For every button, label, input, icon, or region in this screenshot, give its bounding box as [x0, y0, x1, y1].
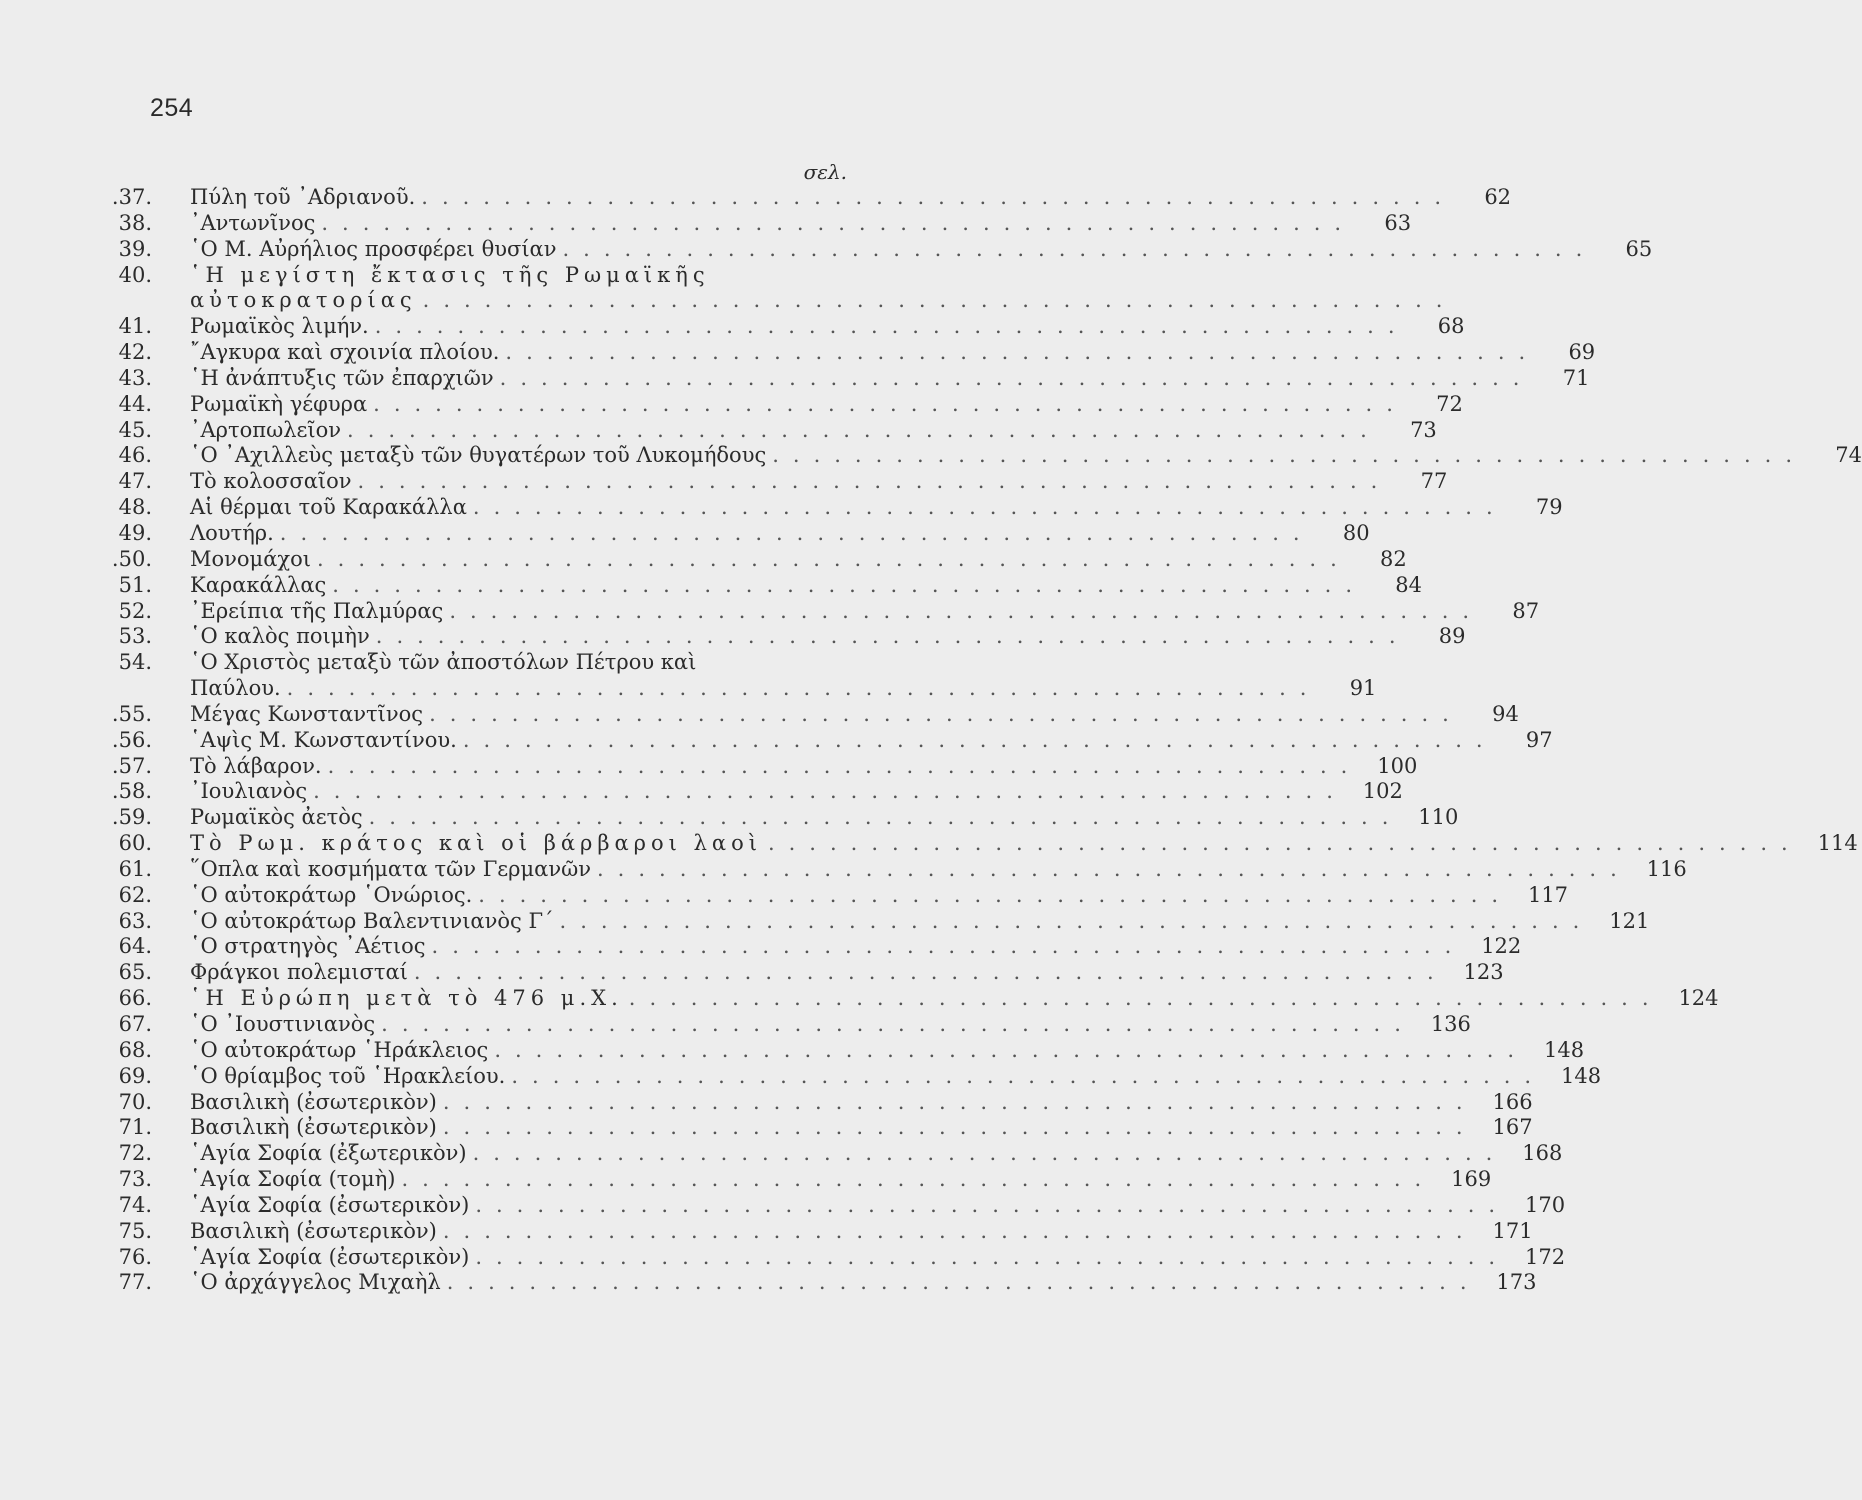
- dot-leader: ..................................................: [375, 624, 1410, 649]
- dot-leader: ..................................................: [475, 1244, 1510, 1269]
- entry-number: 46.: [118, 443, 152, 468]
- dot-leader: ..................................................: [442, 1218, 1477, 1243]
- entry-number: 53.: [118, 624, 152, 649]
- entry-number: 38.: [118, 210, 152, 235]
- entry-title: ῾Ο ἀρχάγγελος Μιχαὴλ: [190, 1270, 441, 1295]
- entry-number: 68.: [118, 1037, 152, 1062]
- list-item: [100, 1115, 1533, 1141]
- dot-leader: ..................................................: [462, 727, 1497, 752]
- list-item: [100, 263, 850, 289]
- entry-number: 49.: [118, 520, 152, 545]
- dot-leader: ..................................................: [374, 314, 1409, 339]
- dot-leader: ..................................................: [401, 1167, 1436, 1192]
- list-item: [100, 1270, 1537, 1296]
- list-item: [100, 1012, 1471, 1038]
- entry-number: 64.: [118, 934, 152, 959]
- entry-number: 51.: [118, 572, 152, 597]
- list-item: [100, 986, 1719, 1012]
- list-item: [100, 236, 1653, 263]
- entry-page: 89: [1438, 624, 1466, 649]
- entry-page: 94: [1492, 701, 1519, 726]
- entry-page: 123: [1463, 960, 1504, 985]
- entry-title: Βασιλικὴ (ἐσωτερικὸν): [190, 1218, 437, 1243]
- entry-title: Βασιλικὴ (ἐσωτερικὸν): [190, 1089, 437, 1114]
- entry-page: 148: [1543, 1037, 1585, 1062]
- list-item: [100, 727, 1553, 754]
- list-item: [100, 443, 1862, 469]
- entry-page: 124: [1678, 986, 1719, 1011]
- dot-leader: ..................................................: [562, 236, 1597, 261]
- entry-number: 40.: [118, 262, 152, 287]
- entry-title: ῾Ο ᾿Ιουστινιανὸς: [190, 1012, 376, 1036]
- entry-number: 41.: [118, 314, 152, 339]
- dot-leader: ..................................................: [332, 572, 1367, 597]
- entry-page: 91: [1349, 676, 1377, 701]
- entry-title: ῾Ο καλὸς ποιμὴν: [190, 624, 370, 649]
- entry-title: Τὸ κολοσσαῖον: [190, 469, 352, 494]
- entry-number: .56.: [111, 727, 152, 752]
- entry-title: Παύλου.: [190, 676, 281, 701]
- list-item: [100, 417, 1437, 444]
- entry-page: 77: [1420, 469, 1448, 494]
- list-item: [100, 340, 1596, 366]
- list-item: [100, 934, 1522, 960]
- entry-title: Βασιλικὴ (ἐσωτερικὸν): [190, 1115, 437, 1140]
- dot-leader: ..................................................: [511, 1063, 1546, 1088]
- dot-leader: ..................................................: [772, 443, 1806, 468]
- entry-number: 75.: [118, 1218, 152, 1243]
- dot-leader: ..................................................: [559, 908, 1594, 933]
- list-item: [100, 185, 1512, 211]
- entry-number: 62.: [118, 882, 152, 907]
- entry-page: 116: [1646, 856, 1687, 881]
- dot-leader: ..................................................: [597, 856, 1631, 881]
- list-item: [100, 882, 1569, 909]
- entry-number: 76.: [118, 1244, 152, 1269]
- entry-number: 48.: [118, 495, 152, 520]
- entry-page: 62: [1484, 185, 1512, 209]
- entry-number: .59.: [111, 805, 152, 830]
- entry-number: 39.: [118, 236, 152, 261]
- dot-leader: ..................................................: [381, 1012, 1415, 1036]
- entry-title: ῾Η ἀνάπτυξις τῶν ἐπαρχιῶν: [190, 365, 494, 390]
- entry-number: 42.: [118, 340, 152, 365]
- entry-number: 60.: [118, 831, 152, 856]
- entry-number: 45.: [118, 417, 152, 442]
- dot-leader: ..................................................: [429, 701, 1463, 726]
- list-item: [100, 805, 1459, 831]
- entry-page: 74: [1835, 443, 1862, 468]
- entry-title: ᾿Ιουλιανὸς: [190, 779, 308, 804]
- dot-leader: ..................................................: [279, 520, 1314, 545]
- entry-page: 102: [1362, 779, 1403, 804]
- entry-page: 121: [1609, 908, 1650, 933]
- entry-title: Ρωμαϊκὸς ἀετὸς: [190, 805, 363, 830]
- dot-leader: ..................................................: [313, 779, 1347, 804]
- entry-title: Τὸ Ρωμ. κράτος καὶ οἱ βάρβαροι λαοὶ: [190, 831, 762, 856]
- dot-leader: ..................................................: [442, 1115, 1477, 1140]
- entry-title: ᾿Αντωνῖνος: [190, 210, 316, 235]
- dot-leader: ..................................................: [505, 340, 1540, 365]
- entry-title: Τὸ λάβαρον.: [190, 753, 322, 778]
- dot-leader: ..................................................: [449, 598, 1484, 623]
- list-item: [100, 391, 1463, 418]
- list-item: [100, 546, 1407, 573]
- dot-leader: ..................................................: [478, 882, 1513, 907]
- list-item: [100, 1037, 1585, 1064]
- entry-title: ῞Οπλα καὶ κοσμήματα τῶν Γερμανῶν: [190, 856, 591, 881]
- entry-title: ῾Αψὶς Μ. Κωνσταντίνου.: [190, 727, 457, 752]
- entry-title: Λουτήρ.: [190, 520, 274, 545]
- list-item: [100, 598, 1540, 625]
- dot-leader: ..................................................: [442, 1089, 1477, 1114]
- entry-number: 47.: [118, 469, 152, 494]
- list-item: [100, 1167, 1492, 1193]
- list-item: [100, 1244, 1566, 1271]
- list-item: [100, 1141, 1563, 1167]
- dot-leader: ..................................................: [413, 960, 1448, 985]
- entry-number: 67.: [118, 1012, 152, 1036]
- list-item: [100, 624, 1466, 650]
- list-item: [100, 288, 1457, 314]
- list-item: [100, 753, 1418, 780]
- dot-leader: ..................................................: [472, 495, 1507, 520]
- entry-number: 65.: [118, 960, 152, 985]
- list-item: [100, 650, 850, 676]
- entry-title: Μονομάχοι: [190, 546, 311, 571]
- entry-number: 69.: [118, 1063, 152, 1088]
- entry-page: 68: [1437, 314, 1465, 339]
- list-item: [100, 469, 1448, 495]
- dot-leader: ..................................................: [327, 753, 1362, 778]
- entry-title: Μέγας Κωνσταντῖνος: [190, 701, 424, 726]
- list-item: [100, 1063, 1602, 1090]
- dot-leader: ..................................................: [286, 676, 1321, 701]
- list-item: [100, 495, 1563, 521]
- entry-page: 114: [1817, 831, 1858, 856]
- entry-page: 168: [1522, 1141, 1563, 1166]
- entry-title: ῾Αγία Σοφία (ἐσωτερικὸν): [190, 1244, 470, 1269]
- entry-title: ῾Ο αὐτοκράτωρ Βαλεντινιανὸς Γ´: [190, 908, 554, 933]
- list-item: [100, 314, 1465, 340]
- list-item: [100, 365, 1590, 392]
- list-item: [100, 676, 1377, 702]
- dot-leader: ..................................................: [368, 805, 1403, 830]
- entry-number: 73.: [118, 1167, 152, 1192]
- page-column-header: σελ.: [803, 160, 847, 184]
- entry-page: 82: [1380, 546, 1407, 571]
- page-number: 254: [150, 94, 194, 122]
- entry-title: ῾Ο αὐτοκράτωρ ῾Ονώριος.: [190, 882, 473, 907]
- entry-number: 63.: [118, 908, 152, 933]
- list-item: [100, 908, 1650, 935]
- dot-leader: ..................................................: [628, 986, 1663, 1011]
- entry-title: ῾Η μεγίστη ἔκτασις τῆς Ρωμαϊκῆς: [190, 262, 710, 287]
- dot-leader: ..................................................: [357, 469, 1392, 494]
- entry-title: Καρακάλλας: [190, 572, 327, 597]
- entry-number: 70.: [118, 1089, 152, 1114]
- entry-title: ῾Ο θρίαμβος τοῦ ῾Ηρακλείου.: [190, 1063, 506, 1088]
- entry-number: 77.: [118, 1270, 152, 1295]
- dot-leader: ..................................................: [446, 1270, 1481, 1295]
- list-item: [100, 831, 1858, 857]
- entry-title: αὐτοκρατορίας: [190, 288, 417, 313]
- dot-leader: ..................................................: [422, 288, 1457, 313]
- entry-number: 61.: [118, 856, 152, 881]
- entry-page: 80: [1342, 520, 1370, 545]
- entry-page: 136: [1430, 1012, 1471, 1036]
- dot-leader: ..................................................: [373, 391, 1407, 416]
- list-item: [100, 960, 1504, 986]
- entry-page: 148: [1561, 1063, 1602, 1088]
- entry-title: ῾Ο ᾿Αχιλλεὺς μεταξὺ τῶν θυγατέρων τοῦ Λυκομήδους: [190, 443, 767, 468]
- entry-title: ῎Αγκυρα καὶ σχοινία πλοίου.: [190, 340, 500, 365]
- dot-leader: ..................................................: [317, 546, 1351, 571]
- dot-leader: ..................................................: [475, 1192, 1510, 1217]
- entry-page: 87: [1512, 598, 1540, 623]
- entry-title: ῾Ο στρατηγὸς ᾿Αέτιος: [190, 934, 426, 959]
- entry-page: 63: [1384, 210, 1412, 235]
- entry-title: Ρωμαϊκὸς λιμήν.: [190, 314, 369, 339]
- entry-number: .55.: [111, 701, 152, 726]
- entry-number: .37.: [111, 185, 152, 209]
- entry-page: 173: [1496, 1270, 1537, 1295]
- entry-number: 71.: [118, 1115, 152, 1140]
- dot-leader: ..................................................: [767, 831, 1802, 856]
- entry-title: ᾿Ερείπια τῆς Παλμύρας: [190, 598, 444, 623]
- entry-title: ᾿Αρτοπωλεῖον: [190, 417, 342, 442]
- entry-title: ῾Αγία Σοφία (ἐξωτερικὸν): [190, 1141, 467, 1166]
- entry-number: 52.: [118, 598, 152, 623]
- entry-number: .58.: [111, 779, 152, 804]
- entry-number: 43.: [118, 365, 152, 390]
- entry-page: 73: [1410, 417, 1437, 442]
- entry-number: 72.: [118, 1141, 152, 1166]
- entry-title: ῾Ο Μ. Αὐρήλιος προσφέρει θυσίαν: [190, 236, 557, 261]
- dot-leader: ..................................................: [431, 934, 1466, 959]
- entry-page: 97: [1525, 727, 1553, 752]
- list-item: [100, 520, 1370, 547]
- dot-leader: ..................................................: [421, 185, 1456, 209]
- entry-page: 170: [1525, 1192, 1566, 1217]
- entry-number: 54.: [118, 650, 152, 675]
- dot-leader: ..................................................: [499, 365, 1534, 390]
- entry-title: Ρωμαϊκὴ γέφυρα: [190, 391, 368, 416]
- entry-page: 71: [1562, 365, 1590, 390]
- list-item: [100, 779, 1403, 805]
- entry-page: 72: [1436, 391, 1463, 416]
- entry-title: Φράγκοι πολεμισταί: [190, 960, 408, 985]
- entry-number: 66.: [118, 986, 152, 1011]
- list-item: [100, 210, 1412, 237]
- entry-title: ῾Η Εὐρώπη μετὰ τὸ 476 μ.Χ.: [190, 986, 623, 1011]
- entry-title: ῾Ο Χριστὸς μεταξὺ τῶν ἀποστόλων Πέτρου καὶ: [190, 650, 697, 675]
- entry-title: ῾Ο αὐτοκράτωρ ῾Ηράκλειος: [190, 1037, 489, 1062]
- entry-page: 171: [1492, 1218, 1533, 1243]
- illustrations-list: [100, 185, 1862, 1296]
- entry-title: ῾Αγία Σοφία (τομὴ): [190, 1167, 396, 1192]
- entry-page: 172: [1525, 1244, 1566, 1269]
- entry-page: 79: [1535, 495, 1563, 520]
- dot-leader: ..................................................: [472, 1141, 1507, 1166]
- dot-leader: ..................................................: [347, 417, 1381, 442]
- list-item: [100, 1218, 1533, 1245]
- entry-number: 74.: [118, 1192, 152, 1217]
- entry-title: Αἱ θέρμαι τοῦ Καρακάλλα: [190, 495, 467, 520]
- list-item: [100, 1089, 1533, 1116]
- entry-title: Πύλη τοῦ ᾿Αδριανοῦ.: [190, 185, 416, 209]
- entry-page: 69: [1568, 340, 1596, 365]
- list-item: [100, 572, 1423, 599]
- entry-page: 100: [1377, 753, 1418, 778]
- dot-leader: ..................................................: [494, 1037, 1529, 1062]
- dot-leader: ..................................................: [321, 210, 1356, 235]
- entry-number: 44.: [118, 391, 152, 416]
- entry-page: 65: [1625, 236, 1653, 261]
- entry-page: 166: [1492, 1089, 1533, 1114]
- entry-page: 169: [1451, 1167, 1492, 1192]
- list-item: [100, 1192, 1566, 1219]
- entry-number: .50.: [111, 546, 152, 571]
- entry-page: 84: [1395, 572, 1423, 597]
- list-item: [100, 701, 1519, 728]
- entry-page: 117: [1527, 882, 1569, 907]
- entry-page: 110: [1418, 805, 1459, 830]
- entry-page: 167: [1492, 1115, 1533, 1140]
- entry-page: 122: [1481, 934, 1522, 959]
- list-item: [100, 856, 1687, 883]
- entry-number: .57.: [111, 753, 152, 778]
- entry-title: ῾Αγία Σοφία (ἐσωτερικὸν): [190, 1192, 470, 1217]
